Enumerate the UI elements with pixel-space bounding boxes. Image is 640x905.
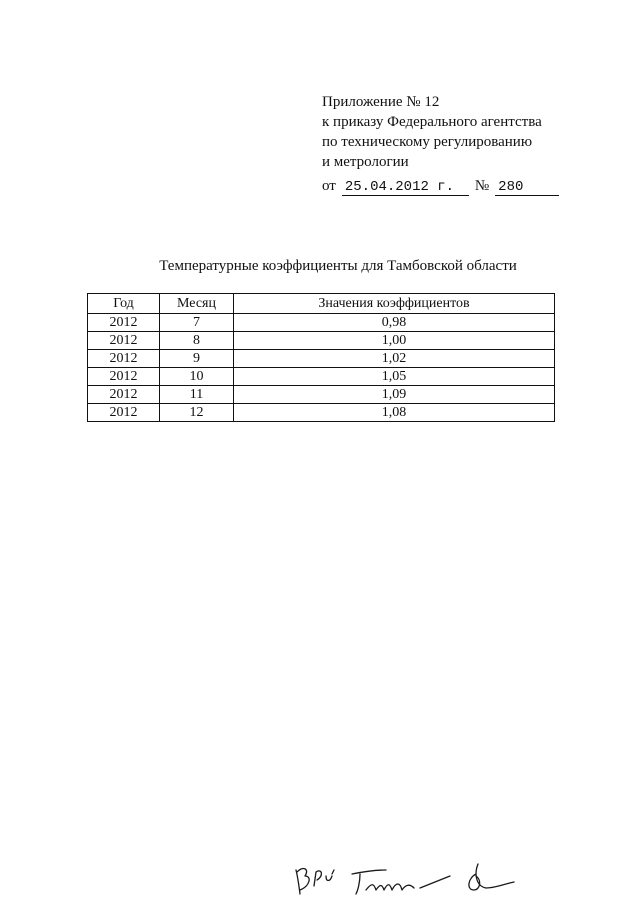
cell-month: 12 (160, 404, 234, 422)
cell-year: 2012 (88, 386, 160, 404)
cell-month: 8 (160, 332, 234, 350)
cell-month: 10 (160, 368, 234, 386)
appendix-header (322, 92, 559, 196)
cell-month: 7 (160, 314, 234, 332)
header-month: Месяц (160, 294, 234, 314)
cell-coefficient: 1,00 (234, 332, 555, 350)
header-year: Год (88, 294, 160, 314)
order-number: 280 (495, 179, 559, 196)
cell-year: 2012 (88, 368, 160, 386)
handwritten-signature (290, 850, 520, 898)
table-row (88, 368, 555, 386)
cell-coefficient: 1,09 (234, 386, 555, 404)
coefficients-table (87, 293, 555, 422)
order-reference (322, 176, 559, 196)
appendix-line-2: к приказу Федерального агентства (322, 114, 542, 130)
cell-year: 2012 (88, 404, 160, 422)
cell-year: 2012 (88, 350, 160, 368)
header-coefficient: Значения коэффициентов (234, 294, 555, 314)
order-date: 25.04.2012 г. (342, 179, 469, 196)
cell-coefficient: 1,05 (234, 368, 555, 386)
appendix-line-4: и метрологии (322, 154, 409, 170)
cell-month: 11 (160, 386, 234, 404)
order-number-label: № (474, 178, 490, 194)
document-title: Температурные коэффициенты для Тамбовской области (159, 258, 517, 274)
cell-coefficient: 1,02 (234, 350, 555, 368)
table-row (88, 404, 555, 422)
cell-month: 9 (160, 350, 234, 368)
table-row (88, 386, 555, 404)
table-header-row (88, 294, 555, 314)
cell-year: 2012 (88, 314, 160, 332)
table-row (88, 332, 555, 350)
appendix-line-1: Приложение № 12 (322, 94, 440, 110)
appendix-line-3: по техническому регулированию (322, 134, 533, 150)
cell-coefficient: 0,98 (234, 314, 555, 332)
table-row (88, 314, 555, 332)
cell-coefficient: 1,08 (234, 404, 555, 422)
table-row (88, 350, 555, 368)
cell-year: 2012 (88, 332, 160, 350)
order-from-label: от (322, 178, 336, 194)
